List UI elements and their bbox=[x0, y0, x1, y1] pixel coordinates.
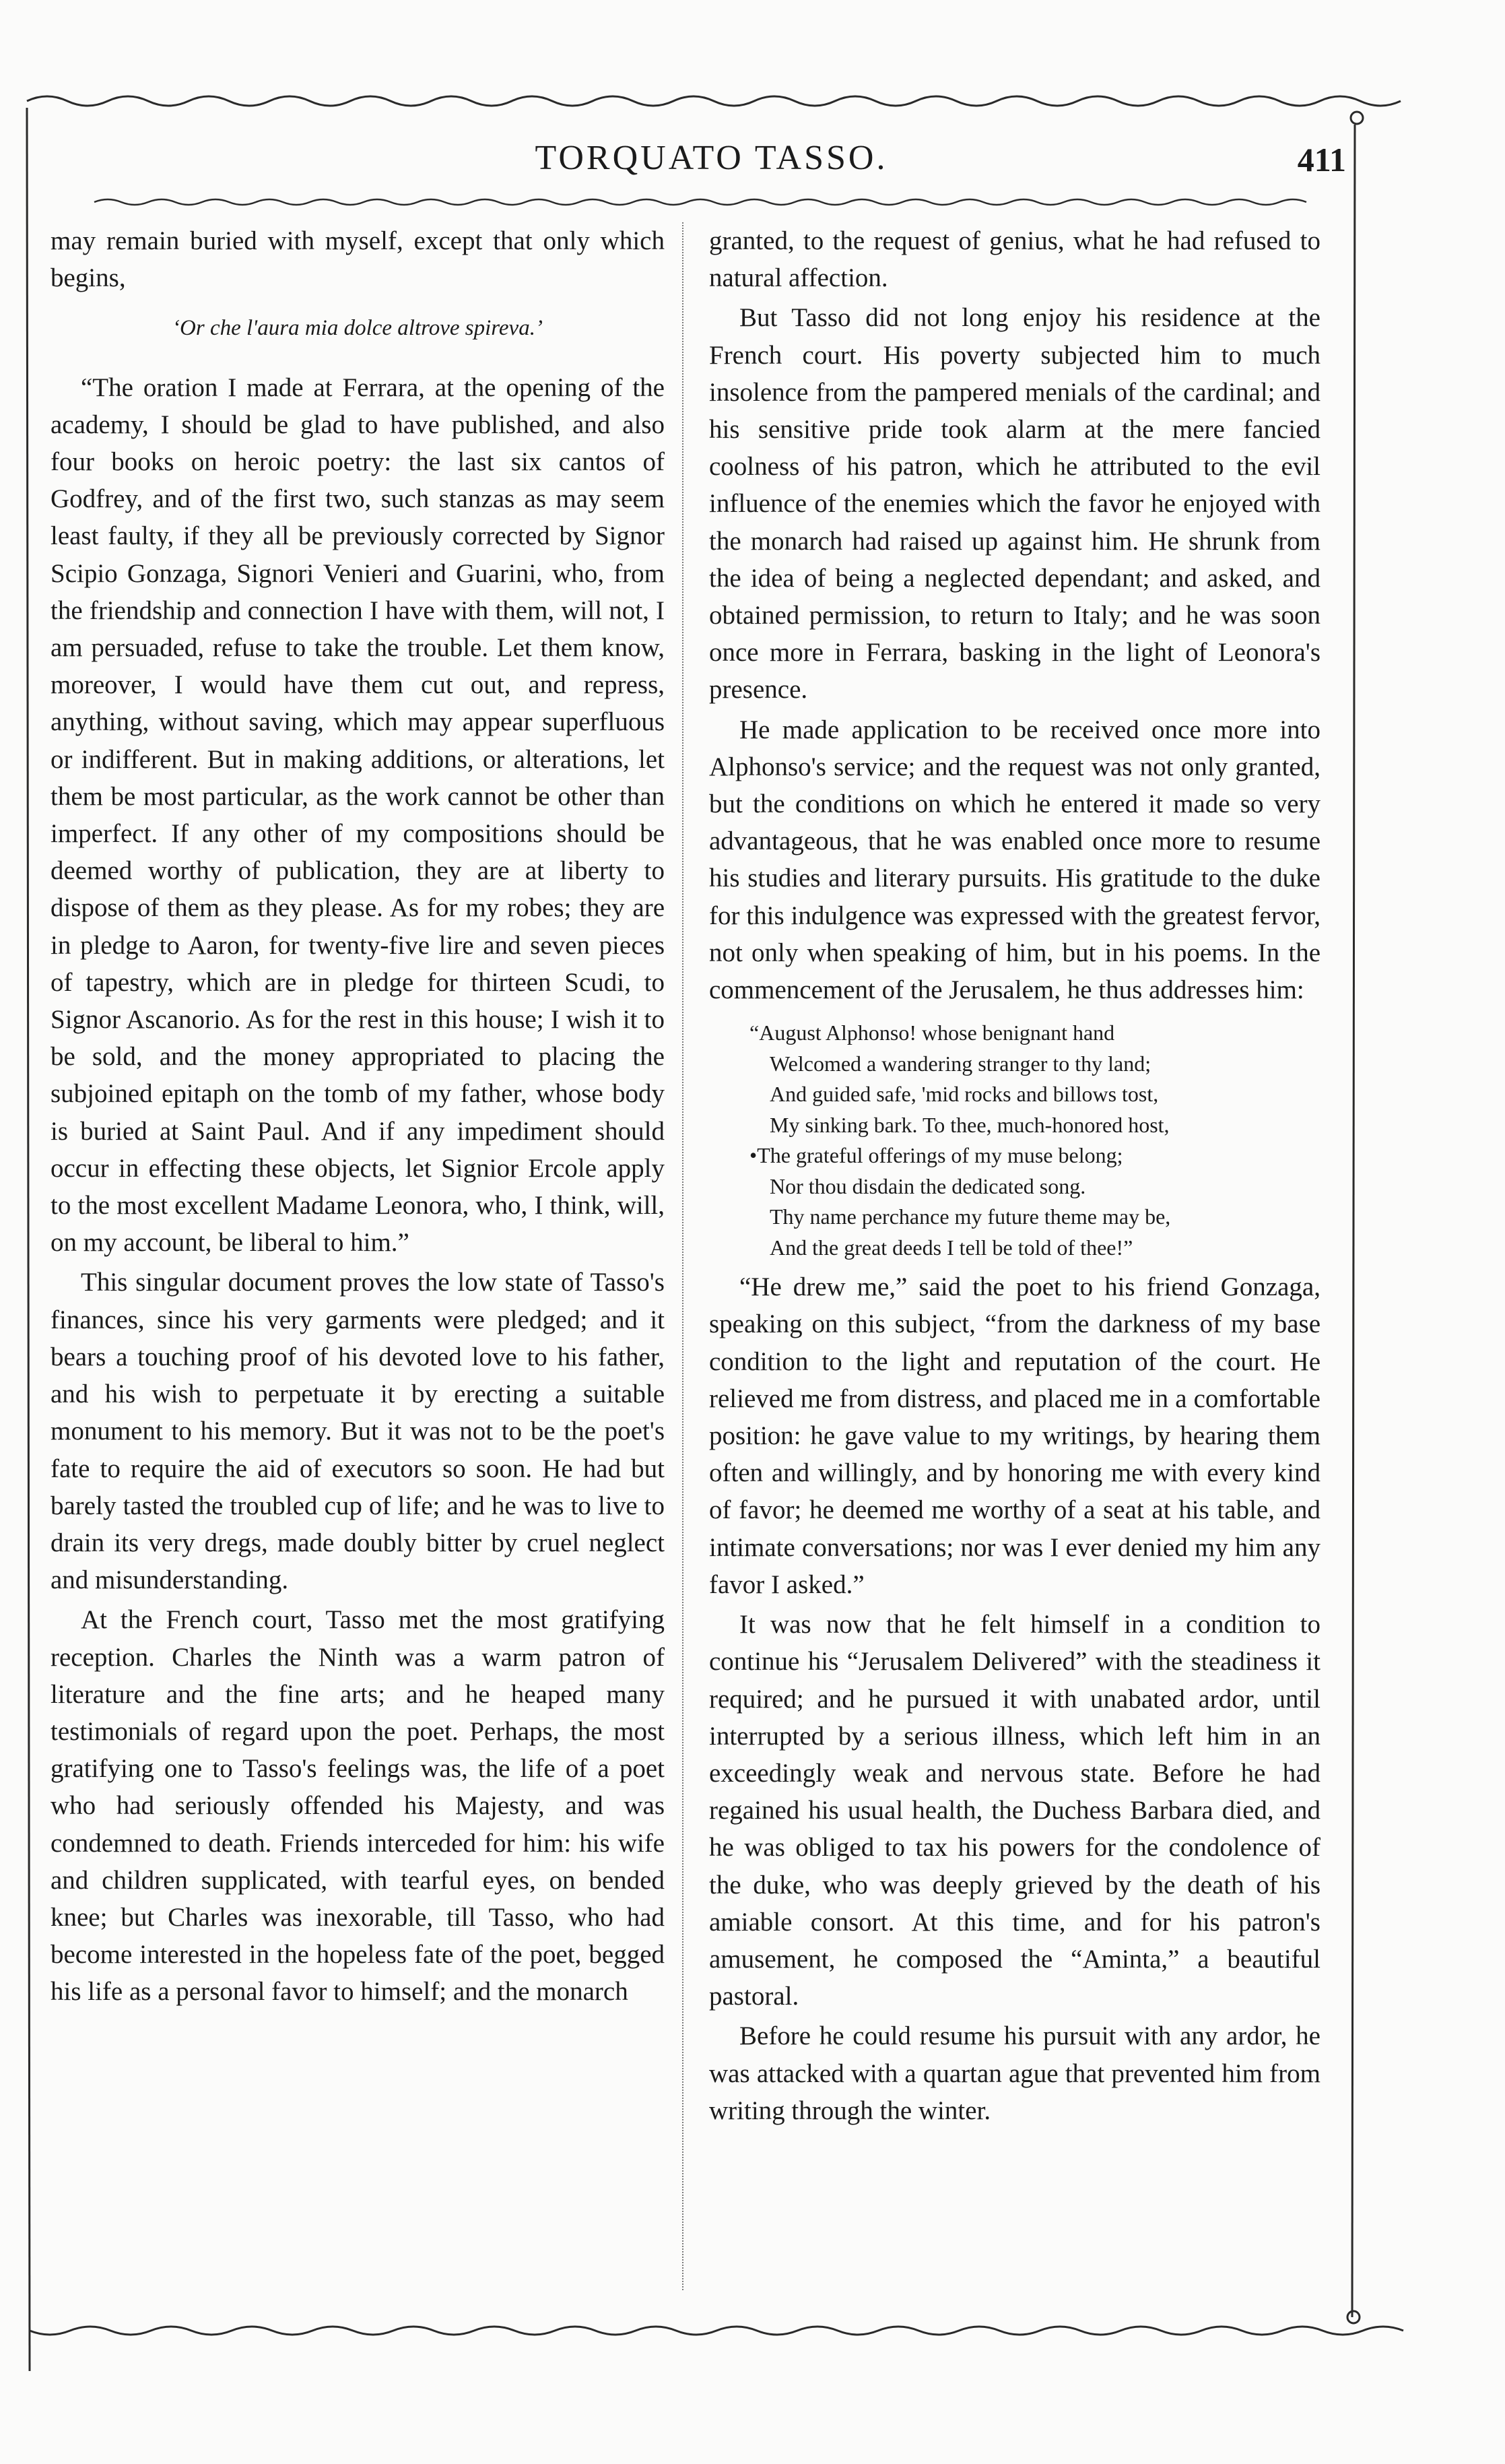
poem-line: Thy name perchance my future theme may be, bbox=[770, 1204, 1171, 1229]
right-paragraph-5: It was now that he felt himself in a condition to continue his “Jerusalem Delivered” with the steadiness it required; and he pursued it with unabated ardor, until interrupted by a serious illness, which left him in an exceedingly weak and nervous state. Before he had regained his usual health, the Duchess Barbara died, and he was obliged to tax his powers for the condolence of the duke, who was deeply grieved by the death of his amiable consort. At this time, and for his patron's amusement, he composed the “Aminta,” a beautiful pastoral. bbox=[709, 1610, 1320, 2011]
poem-line: “August Alphonso! whose benignant hand bbox=[749, 1020, 1115, 1045]
left-paragraph-4: At the French court, Tasso met the most gratifying reception. Charles the Ninth was a warm patron of literature and the fine arts; and he heaped many testimonials of regard upon the poet. Perhaps, the most gratifying one to Tasso's feelings was, the life of a poet who had seriously offended his Majesty, and was condemned to death. Friends interceded for him: his wife and children supplicated, with tearful eyes, on bended knee; but Charles was inexorable, till Tasso, who had become interested in the hopeless fate of the poet, begged his life as a personal favor to himself; and the monarch bbox=[51, 1605, 665, 2007]
dedication-poem bbox=[749, 1018, 1320, 1263]
right-paragraph-3: He made application to be received once more into Alphonso's service; and the request was not only granted, but the conditions on which he entered it made so very advantageous, that he was enabled once more to resume his studies and literary pursuits. His gratitude to the duke for this indulgence was expressed with the greatest fervor, not only when speaking of him, but in his poems. In the commencement of the Jerusalem, he thus addresses him: bbox=[709, 715, 1320, 1005]
bottom-wavy-rule bbox=[30, 2327, 1403, 2335]
left-paragraph-1: may remain buried with myself, except that only which begins, bbox=[51, 226, 665, 293]
left-border-rule bbox=[27, 108, 30, 2371]
poem-line: And the great deeds I tell be told of thee!” bbox=[770, 1235, 1133, 1260]
bottom-right-ornament bbox=[1347, 2311, 1360, 2323]
right-paragraph-4: “He drew me,” said the poet to his friend Gonzaga, speaking on this subject, “from the darkness of my base condition to the light and reputation of the court. He relieved me from distress, and placed me in a comfortable position: he gave value to my writings, by hearing them often and willingly, and by honoring me with every kind of favor; he deemed me worthy of a seat at his table, and intimate conversations; nor was I ever denied my him any favor I asked.” bbox=[709, 1272, 1320, 1599]
header-wavy-rule bbox=[94, 199, 1306, 205]
poem-line: And guided safe, 'mid rocks and billows tost, bbox=[770, 1082, 1159, 1107]
column-divider bbox=[682, 222, 683, 2290]
right-paragraph-1: granted, to the request of genius, what he had refused to natural affection. bbox=[709, 226, 1320, 293]
right-border-rule bbox=[1352, 125, 1355, 2317]
poem-line: •The grateful offerings of my muse belong; bbox=[749, 1143, 1123, 1168]
top-right-ornament bbox=[1351, 112, 1363, 124]
running-head-title: TORQUATO TASSO. bbox=[535, 139, 888, 177]
right-column bbox=[709, 222, 1320, 2129]
poem-line: My sinking bark. To thee, much-honored host, bbox=[770, 1112, 1170, 1137]
left-paragraph-2: “The oration I made at Ferrara, at the opening of the academy, I should be glad to have published, and also four books on heroic poetry: the last six cantos of Godfrey, and of the first two, such stanzas as may seem least faulty, if they all be previously corrected by Signor Scipio Gonzaga, Signori Venieri and Guarini, who, from the friendship and connection I have with them, will not, I am persuaded, refuse to take the trouble. Let them know, moreover, I would have them cut out, and repress, anything, without saving, which may appear superfluous or indifferent. But in making additions, or alterations, let them be most particular, as the work cannot be other than imperfect. If any other of my compositions should be deemed worthy of publication, they are at liberty to dispose of them as they please. As for my robes; they are in pledge to Aaron, for twenty-five lire and seven pieces of tapestry, which are in pledge for thirteen Scudi, to Signor Ascanorio. As for the rest in this house; I wish it to be sold, and the money appropriated to placing the subjoined epitaph on the tomb of my father, whose body is buried at Saint Paul. And if any impediment should occur in effecting these objects, let Signior Ercole apply to the most excellent Madame Leonora, who, I think, will, on my account, be liberal to him.” bbox=[51, 372, 665, 1258]
left-column bbox=[51, 222, 665, 2011]
left-paragraph-3: This singular document proves the low state of Tasso's finances, since his very garments were pledged; and it bears a touching proof of his devoted love to his father, and his wish to perpetuate it by erecting a suitable monument to his memory. But it was not to be the poet's fate to require the aid of executors so soon. He had but barely tasted the troubled cup of life; and he was to live to drain its very dregs, made doubly bitter by cruel neglect and misunderstanding. bbox=[51, 1268, 665, 1595]
poem-line: Welcomed a wandering stranger to thy land; bbox=[770, 1051, 1151, 1076]
page-number: 411 bbox=[1297, 141, 1346, 179]
italian-quote: ‘Or che l'aura mia dolce altrove spireva.’ bbox=[172, 316, 543, 341]
top-wavy-rule bbox=[27, 96, 1401, 106]
right-paragraph-6: Before he could resume his pursuit with any ardor, he was attacked with a quartan ague that prevented him from writing through the winter. bbox=[709, 2021, 1320, 2125]
poem-line: Nor thou disdain the dedicated song. bbox=[770, 1173, 1086, 1198]
right-paragraph-2: But Tasso did not long enjoy his residence at the French court. His poverty subjected him to much insolence from the pampered menials of the cardinal; and his sensitive pride took alarm at the mere fancied coolness of his patron, which he attributed to the evil influence of the enemies which the favor he enjoyed with the monarch had raised up against him. He shrunk from the idea of being a neglected dependant; and asked, and obtained permission, to return to Italy; and he was soon once more in Ferrara, basking in the light of Leonora's presence. bbox=[709, 303, 1320, 705]
